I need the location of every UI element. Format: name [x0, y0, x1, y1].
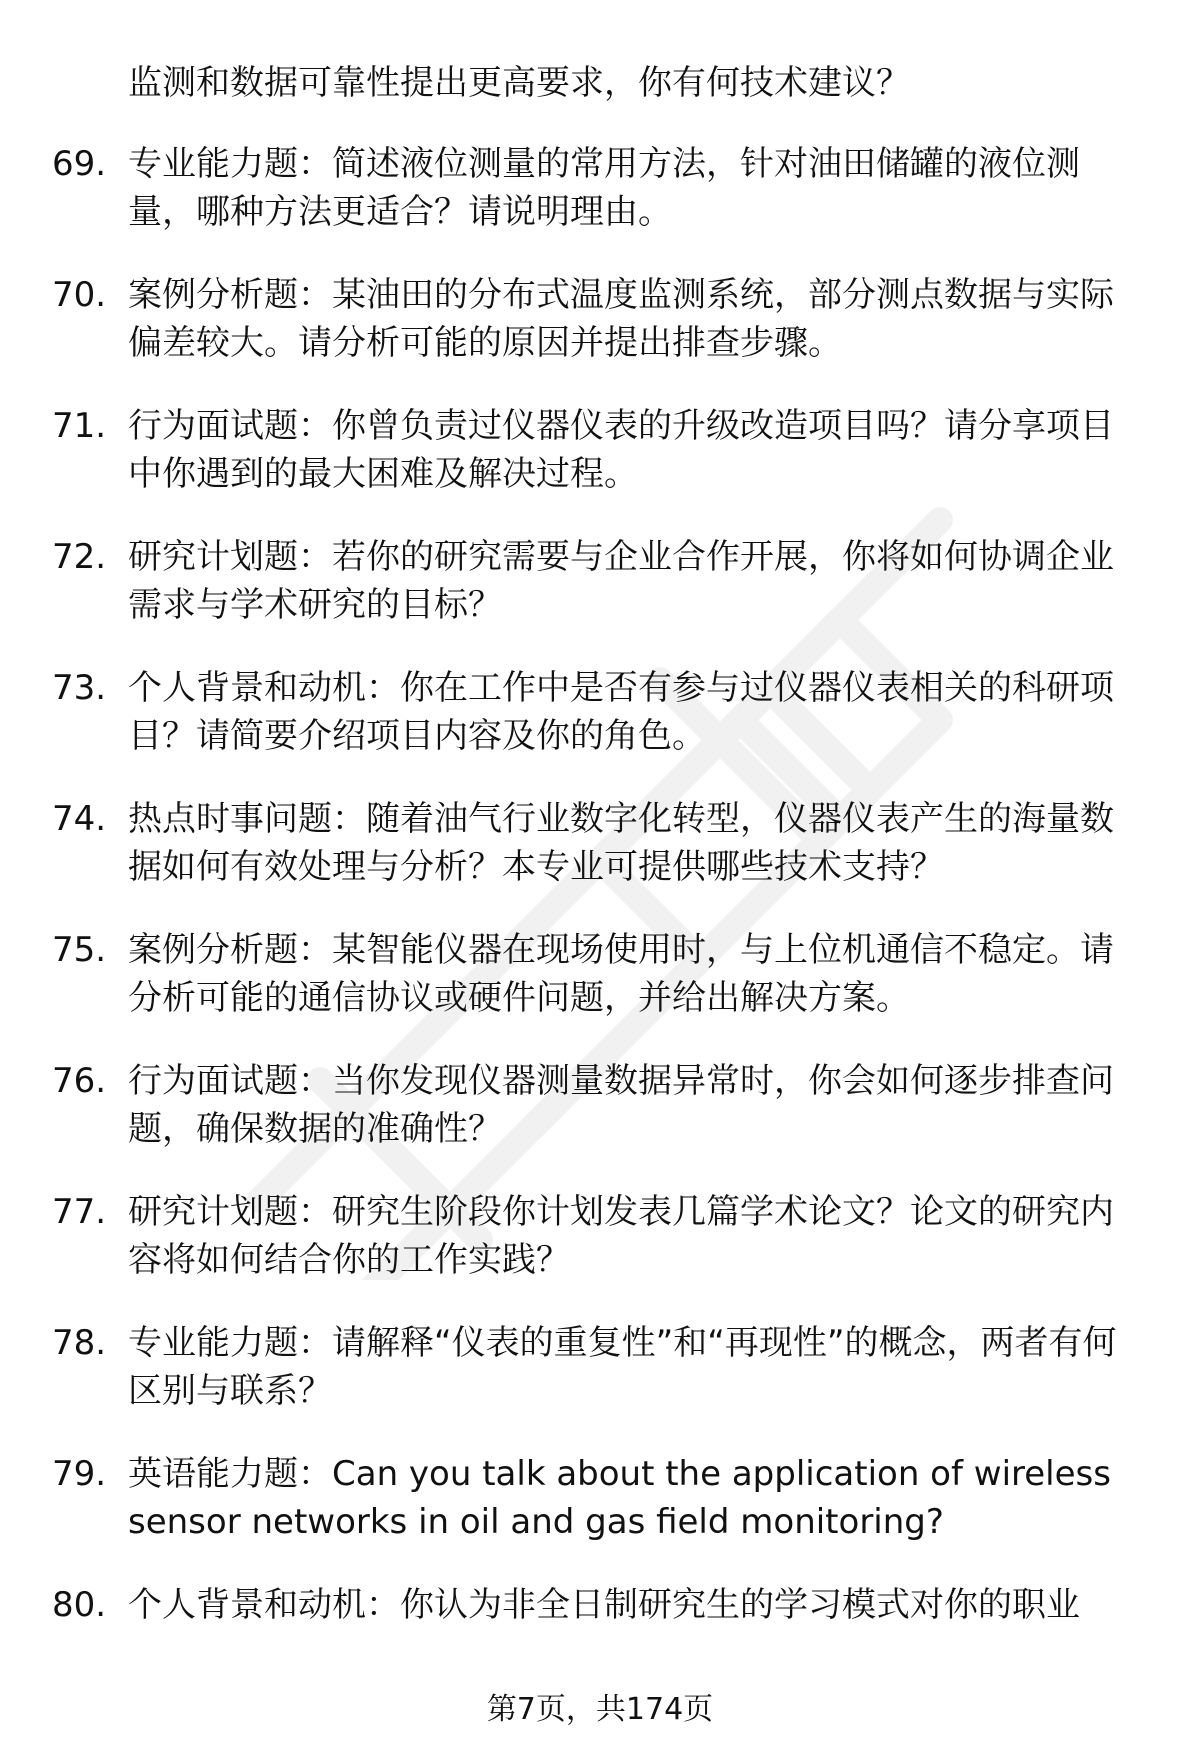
question-text: 行为面试题：当你发现仪器测量数据异常时，你会如何逐步排查问题，确保数据的准确性？ — [128, 1061, 1114, 1149]
question-number: 80. — [52, 1585, 107, 1625]
question-item — [0, 1319, 1200, 1450]
question-item — [0, 533, 1200, 664]
question-number: 75. — [52, 930, 107, 970]
question-number: 77. — [52, 1192, 107, 1232]
question-text: 热点时事问题：随着油气行业数字化转型，仪器仪表产生的海量数据如何有效处理与分析？本专业可提供哪些技术支持？ — [128, 799, 1114, 887]
question-text: 个人背景和动机：你在工作中是否有参与过仪器仪表相关的科研项目？请简要介绍项目内容及你的角色。 — [128, 668, 1114, 756]
question-item — [0, 1188, 1200, 1319]
question-text: 研究计划题：研究生阶段你计划发表几篇学术论文？论文的研究内容将如何结合你的工作实践？ — [128, 1192, 1114, 1280]
question-text: 个人背景和动机：你认为非全日制研究生的学习模式对你的职业 — [128, 1585, 1080, 1625]
question-text: 案例分析题：某油田的分布式温度监测系统，部分测点数据与实际偏差较大。请分析可能的原因并提出排查步骤。 — [128, 275, 1114, 363]
question-text: 行为面试题：你曾负责过仪器仪表的升级改造项目吗？请分享项目中你遇到的最大困难及解决过程。 — [128, 406, 1114, 494]
question-item — [0, 795, 1200, 926]
question-number: 78. — [52, 1323, 107, 1363]
page-footer: 第7页，共174页 — [486, 1692, 714, 1727]
question-item — [0, 1450, 1200, 1581]
question-number: 69. — [52, 144, 107, 184]
question-item — [0, 271, 1200, 402]
question-number: 71. — [52, 406, 107, 446]
continuation-text: 监测和数据可靠性提出更高要求，你有何技术建议？ — [128, 63, 910, 103]
question-text: 英语能力题：Can you talk about the application of wireless sensor networks in oil and gas field monitoring? — [128, 1454, 1111, 1542]
question-text: 专业能力题：请解释“仪表的重复性”和“再现性”的概念，两者有何区别与联系？ — [128, 1323, 1117, 1411]
question-number: 79. — [52, 1454, 107, 1494]
question-item — [0, 926, 1200, 1057]
question-number: 70. — [52, 275, 107, 315]
question-text: 专业能力题：简述液位测量的常用方法，针对油田储罐的液位测量，哪种方法更适合？请说明理由。 — [128, 144, 1080, 232]
question-number: 76. — [52, 1061, 107, 1101]
question-item — [0, 1057, 1200, 1188]
question-list — [0, 140, 1200, 1712]
question-item — [0, 664, 1200, 795]
question-number: 73. — [52, 668, 107, 708]
question-number: 74. — [52, 799, 107, 839]
question-text: 案例分析题：某智能仪器在现场使用时，与上位机通信不稳定。请分析可能的通信协议或硬件问题，并给出解决方案。 — [128, 930, 1114, 1018]
question-number: 72. — [52, 537, 107, 577]
question-item — [0, 402, 1200, 533]
question-item — [0, 140, 1200, 271]
question-text: 研究计划题：若你的研究需要与企业合作开展，你将如何协调企业需求与学术研究的目标？ — [128, 537, 1114, 625]
